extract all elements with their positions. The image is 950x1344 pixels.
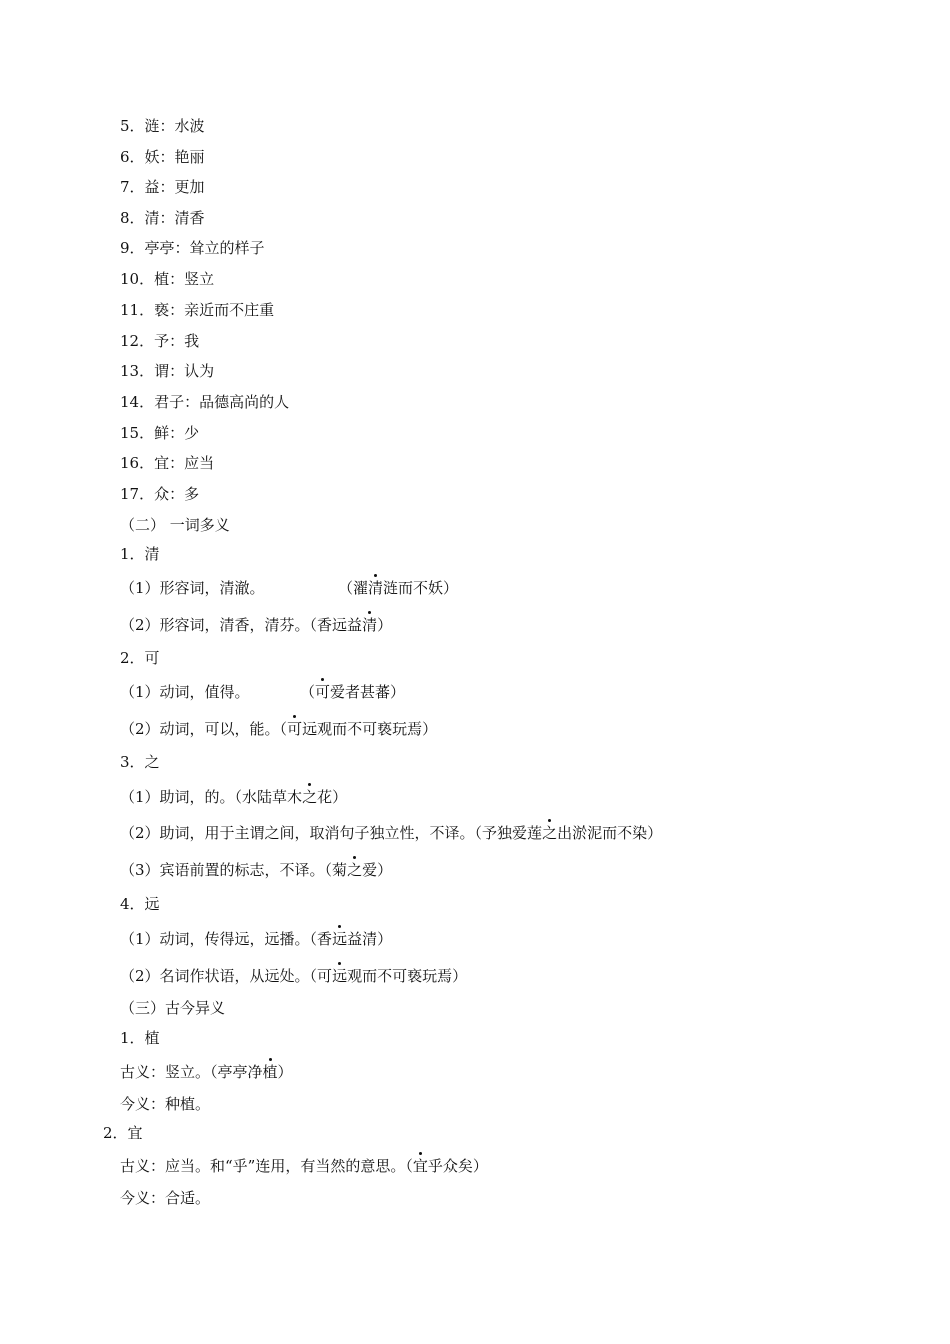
emphasis-char: 可 [287, 720, 303, 738]
example-text: （亭亭净植） [210, 1063, 293, 1081]
emphasis-char: 之 [542, 824, 558, 842]
vocab-item: 5．涟：水波 [120, 117, 205, 135]
vocab-item: 10．植：竖立 [120, 270, 215, 288]
vocab-item: 15．鲜：少 [120, 424, 200, 442]
definition-line [120, 578, 458, 598]
definition-line [120, 823, 662, 843]
vocab-item: 12．予：我 [120, 332, 200, 350]
emphasis-char: 之 [302, 788, 318, 806]
example-text: （香远益清） [309, 930, 393, 948]
vocab-item: 16．宜：应当 [120, 454, 215, 472]
word-heading: 2．可 [120, 649, 160, 667]
definition-text: （2）形容词，清香，清芬。 [120, 616, 310, 634]
vocab-item: 14．君子：品德高尚的人 [120, 393, 290, 411]
definition-text: （1）助词，的。 [120, 788, 235, 806]
definition-line [120, 615, 392, 635]
definition-line [120, 682, 405, 702]
vocab-item: 13．谓：认为 [120, 362, 215, 380]
example-text: （可远观而不可亵玩焉） [279, 720, 438, 738]
example-text: （可远观而不可亵玩焉） [309, 967, 468, 985]
definition-line [120, 929, 392, 949]
word-heading: 4．远 [120, 895, 160, 913]
example-text: （水陆草木之花） [234, 788, 348, 806]
example-text: （菊之爱） [324, 861, 393, 879]
modern-meaning: 今义：种植。 [120, 1095, 211, 1113]
word-heading: 1．清 [120, 545, 160, 563]
vocab-item: 17．众：多 [120, 485, 200, 503]
ancient-meaning [120, 1156, 488, 1176]
vocab-item: 11．亵：亲近而不庄重 [120, 301, 275, 319]
vocab-item: 7．益：更加 [120, 178, 205, 196]
definition-text: （2）名词作状语，从远处。 [120, 967, 310, 985]
emphasis-char: 清 [362, 616, 378, 634]
section-heading: （三）古今异义 [120, 999, 226, 1017]
vocab-item: 6．妖：艳丽 [120, 148, 205, 166]
emphasis-char: 植 [262, 1063, 278, 1081]
definition-text: 古义：应当。和“乎”连用，有当然的意思。 [120, 1157, 406, 1175]
emphasis-char: 远 [332, 930, 348, 948]
example-text: （予独爱莲之出淤泥而不染） [474, 824, 663, 842]
word-heading: 2．宜 [103, 1124, 143, 1142]
definition-text: （2）助词，用于主谓之间，取消句子独立性，不译。 [120, 824, 475, 842]
example-text: （濯清涟而不妖） [338, 579, 459, 597]
emphasis-char: 清 [368, 579, 384, 597]
definition-line [120, 966, 467, 986]
definition-text: （1）动词，值得。 [120, 683, 250, 701]
emphasis-char: 宜 [412, 1157, 428, 1175]
definition-line [120, 860, 392, 880]
definition-line [120, 719, 437, 739]
vocab-item: 9．亭亭：耸立的样子 [120, 239, 265, 257]
definition-text: 古义：竖立。 [120, 1063, 211, 1081]
vocab-item: 8．清：清香 [120, 209, 205, 227]
word-heading: 1．植 [120, 1029, 160, 1047]
emphasis-char: 远 [332, 967, 348, 985]
ancient-meaning [120, 1062, 293, 1082]
definition-text: （1）动词，传得远，远播。 [120, 930, 310, 948]
definition-text: （3）宾语前置的标志，不译。 [120, 861, 325, 879]
example-text: （香远益清） [309, 616, 393, 634]
example-text: （宜乎众矣） [405, 1157, 488, 1175]
section-heading: （二） 一词多义 [120, 516, 230, 534]
definition-text: （2）动词，可以，能。 [120, 720, 280, 738]
emphasis-char: 可 [315, 683, 331, 701]
modern-meaning: 今义：合适。 [120, 1189, 211, 1207]
example-text: （可爱者甚蕃） [300, 683, 406, 701]
definition-line [120, 787, 347, 807]
word-heading: 3．之 [120, 753, 160, 771]
emphasis-char: 之 [347, 861, 363, 879]
definition-text: （1）形容词，清澈。 [120, 579, 265, 597]
